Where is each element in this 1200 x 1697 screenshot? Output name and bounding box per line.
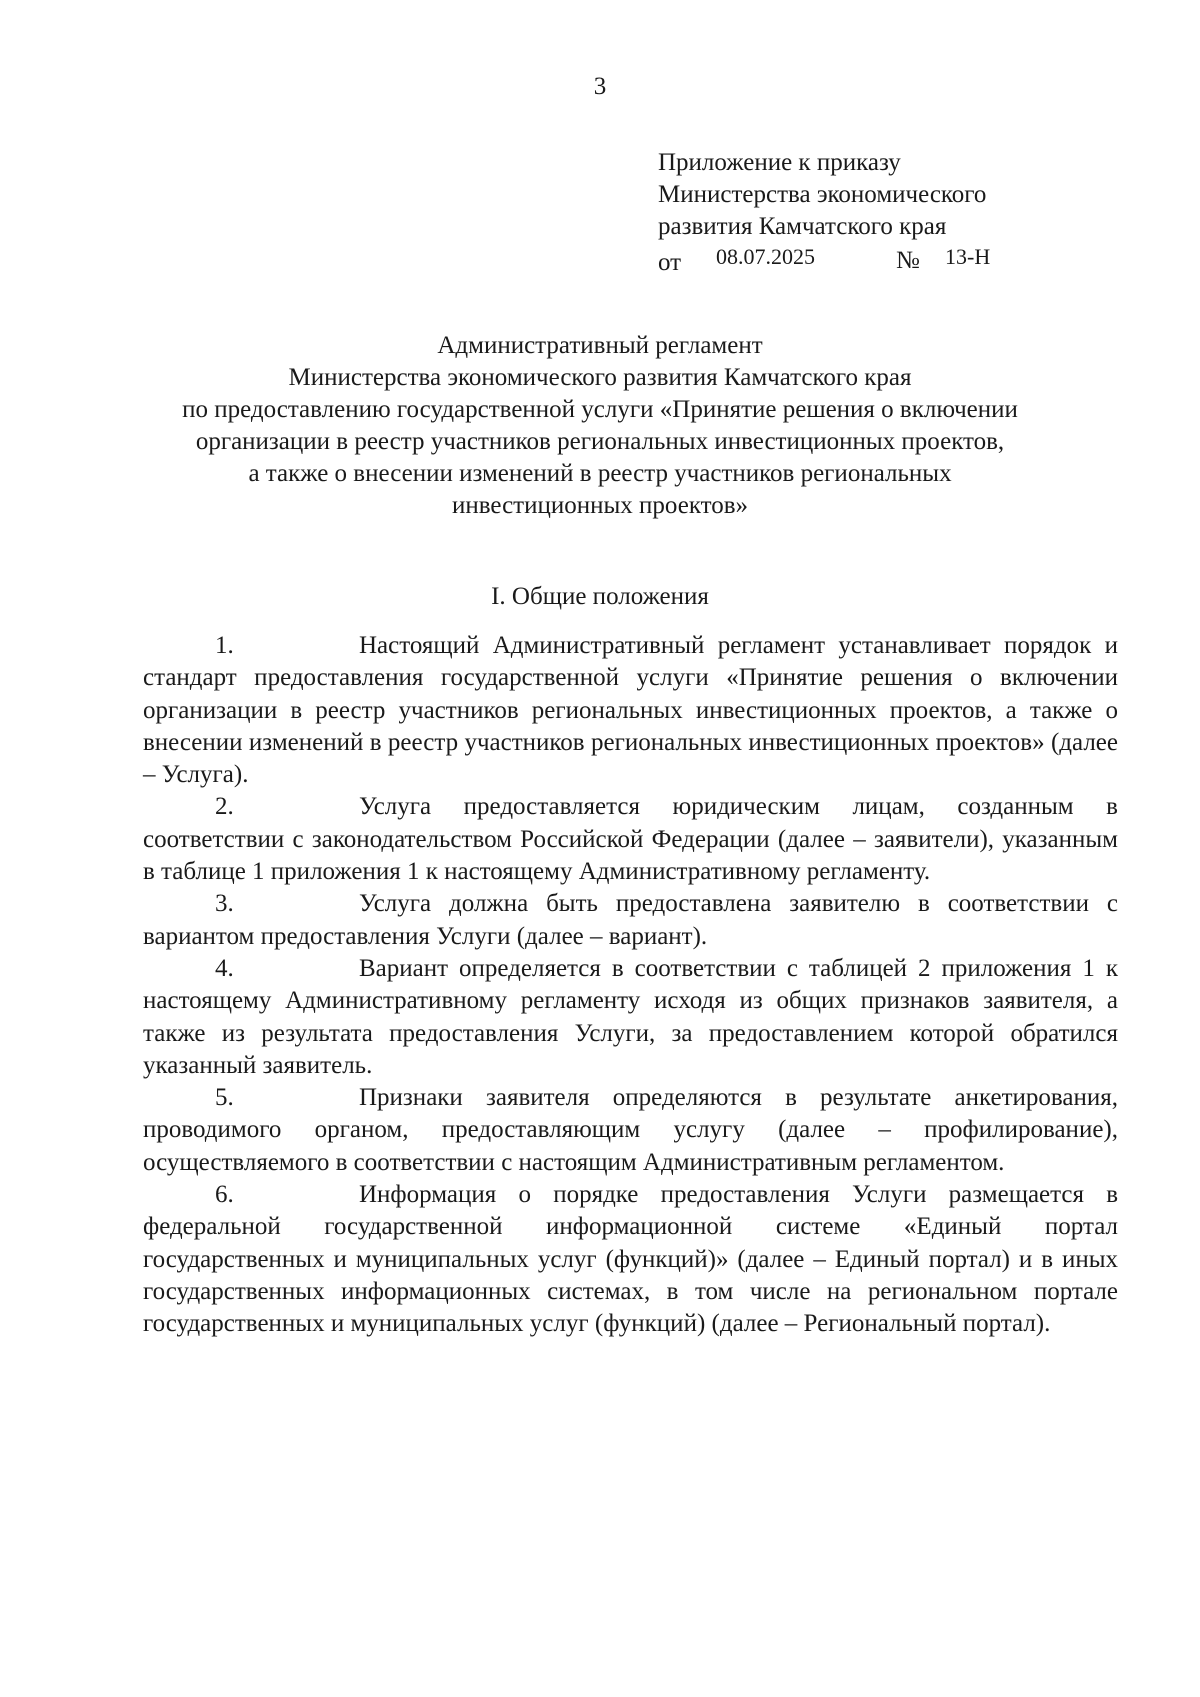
paragraph-number: 3. [215, 890, 234, 918]
section-heading: I. Общие положения [491, 583, 709, 610]
paragraph-text: Признаки заявителя определяются в результате анкетирования, проводимого органом, предоставляющим услугу (далее – профилирование), осуществляемого в соответствии с настоящим Административным регламентом. [143, 1084, 1118, 1176]
approval-line: Министерства экономического [658, 181, 987, 208]
order-number: 13-Н [945, 244, 991, 269]
document-body [143, 630, 1118, 1341]
title-line: а также о внесении изменений в реестр участников региональных [248, 460, 952, 487]
approval-reference [658, 243, 1118, 277]
approval-line: развития Камчатского края [658, 213, 947, 240]
document-title [130, 330, 1070, 522]
title-line: инвестиционных проектов» [451, 492, 749, 519]
approval-line: Приложение к приказу [658, 149, 901, 176]
paragraph [143, 791, 1118, 888]
paragraph [143, 1082, 1118, 1179]
paragraph-text: Вариант определяется в соответствии с таблицей 2 приложения 1 к настоящему Административному регламенту исходя из общих признаков заявителя, а также из результата предоставления Услуги, за предоставлением которой обратился указанный заявитель. [143, 954, 1118, 1079]
from-label: от [658, 249, 682, 276]
title-line: по предоставлению государственной услуги «Принятие решения о включении [182, 396, 1018, 423]
paragraph [143, 1179, 1118, 1340]
paragraph-number: 2. [215, 793, 234, 821]
paragraph [143, 953, 1118, 1082]
page-number: 3 [593, 73, 607, 100]
paragraph-number: 5. [215, 1084, 234, 1112]
title-line: Административный регламент [437, 332, 763, 359]
paragraph-text: Настоящий Административный регламент устанавливает порядок и стандарт предоставления государственной услуги «Принятие решения о включении организации в реестр участников региональных инвестиционных проектов, а также о внесении изменений в реестр участников региональных инвестиционных проектов» (далее – Услуга). [143, 632, 1118, 789]
title-line: организации в реестр участников региональных инвестиционных проектов, [195, 428, 1005, 455]
order-date: 08.07.2025 [716, 244, 815, 269]
paragraph-text: Услуга должна быть предоставлена заявителю в соответствии с вариантом предоставления Услуги (далее – вариант). [143, 890, 1118, 950]
paragraph-number: 4. [215, 954, 234, 982]
paragraph-text: Информация о порядке предоставления Услуги размещается в федеральной государственной информационной системе «Единый портал государственных и муниципальных услуг (функций)» (далее – Единый портал) и в иных государственных информационных системах, в том числе на региональном портале государственных и муниципальных услуг (функций) (далее – Региональный портал). [143, 1181, 1118, 1338]
paragraph [143, 630, 1118, 791]
title-line: Министерства экономического развития Камчатского края [288, 364, 912, 391]
paragraph [143, 888, 1118, 953]
approval-block [658, 147, 1118, 277]
number-label: № [896, 247, 920, 274]
paragraph-number: 1. [215, 632, 234, 659]
paragraph-number: 6. [215, 1181, 234, 1209]
paragraph-text: Услуга предоставляется юридическим лицам, созданным в соответствии с законодательством Российской Федерации (далее – заявители), указанным в таблице 1 приложения 1 к настоящему Административному регламенту. [143, 793, 1118, 886]
